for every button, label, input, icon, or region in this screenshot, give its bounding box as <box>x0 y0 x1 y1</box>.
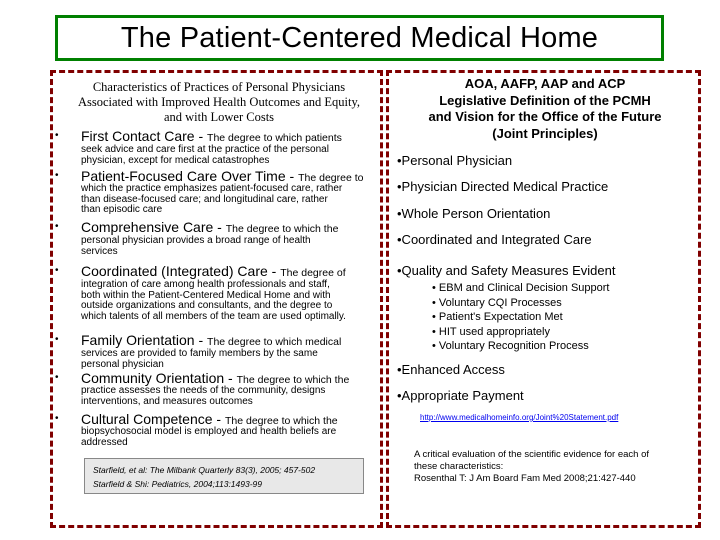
principle-item: •Appropriate Payment <box>397 388 524 403</box>
item-first-line: The degree to which the <box>224 415 338 427</box>
evaluation-note <box>414 449 664 485</box>
bullet: • <box>55 413 59 424</box>
item-name: Community Orientation <box>81 370 225 386</box>
quality-subitem: • HIT used appropriately <box>432 325 550 338</box>
principle-item: •Personal Physician <box>397 153 513 168</box>
right-heading-line: AOA, AAFP, AAP and ACP <box>464 76 626 91</box>
item-body-line: services are provided to family members by the same <box>81 348 318 359</box>
principle-item: •Physician Directed Medical Practice <box>397 179 609 194</box>
bullet: • <box>55 372 59 383</box>
right-heading-line: (Joint Principles) <box>492 125 598 141</box>
item-body-line: personal physician <box>81 358 164 370</box>
citation-line: Starfield, et al: The Milbank Quarterly 83(3), 2005; 457-502 <box>93 465 316 475</box>
principle-item: •Quality and Safety Measures Evident <box>397 263 616 278</box>
quality-subitem: • EBM and Clinical Decision Support <box>432 282 610 294</box>
bullet: • <box>55 334 59 345</box>
item-body-line: physician, except for medical catastrophes <box>81 154 270 166</box>
evaluation-line: Rosenthal T: J Am Board Fam Med 2008;21:427-440 <box>414 473 636 484</box>
item-first-line: The degree of <box>280 267 346 279</box>
left-heading-line: Associated with Improved Health Outcomes and Equity, <box>77 95 361 109</box>
item-body-line: than episodic care <box>81 204 163 216</box>
item-name: Family Orientation <box>81 332 195 348</box>
title-box <box>55 15 664 61</box>
item-dash: - <box>224 370 237 386</box>
item-body-line: services <box>81 245 118 257</box>
quality-subitem: • Patient's Expectation Met <box>432 311 563 323</box>
item-dash: - <box>194 128 208 144</box>
bullet: • <box>55 170 59 181</box>
citation-box <box>84 458 364 494</box>
item-first-line: The degree to which patients <box>207 132 342 144</box>
right-heading-line: and Vision for the Office of the Future <box>428 109 662 124</box>
item-body-line: addressed <box>81 436 128 448</box>
left-heading <box>62 80 376 125</box>
bullet: • <box>55 265 59 276</box>
item-name: Comprehensive Care <box>81 219 214 235</box>
principle-item: •Whole Person Orientation <box>397 206 551 221</box>
item-body-line: which talents of all members of the team are used optimally. <box>81 310 346 322</box>
quality-subitems <box>432 281 610 354</box>
item-body-line: which the practice emphasizes patient-focused care, rather <box>81 183 343 194</box>
item-name: Patient-Focused Care Over Time <box>81 168 286 184</box>
quality-subitem: • Voluntary Recognition Process <box>432 340 589 352</box>
left-heading-line: Characteristics of Practices of Personal Physicians <box>92 80 346 94</box>
evaluation-line: A critical evaluation of the scientific evidence for each of <box>414 449 649 460</box>
item-name: Cultural Competence <box>81 411 213 427</box>
item-dash: - <box>285 168 299 184</box>
right-heading <box>400 76 690 142</box>
bullet: • <box>55 130 59 141</box>
left-heading-line: and with Lower Costs <box>163 110 275 124</box>
citation-line: Starfield & Shi: Pediatrics, 2004;113:1493-99 <box>93 479 263 489</box>
item-body-line: outside organizations and consultants, and the degree to <box>81 300 333 312</box>
item-body-line: biopsychosocial model is employed and health beliefs are <box>81 426 337 437</box>
item-body-line: than disease-focused care; and longitudinal care, rather <box>81 193 328 205</box>
item-name: Coordinated (Integrated) Care <box>81 263 268 279</box>
quality-subitem: • Voluntary CQI Processes <box>432 296 562 309</box>
joint-statement-link[interactable]: http://www.medicalhomeinfo.org/Joint%20Statement.pdf <box>420 413 619 422</box>
page-title: The Patient-Centered Medical Home <box>120 21 599 54</box>
item-body-line: practice assesses the needs of the community, designs <box>81 385 326 396</box>
item-first-line: The degree to which medical <box>207 336 342 348</box>
evaluation-line: these characteristics: <box>414 461 504 472</box>
item-body-line: both within the Patient-Centered Medical Home and with <box>81 289 331 301</box>
bullet: • <box>55 221 59 232</box>
item-dash: - <box>212 411 225 427</box>
right-heading-line: Legislative Definition of the PCMH <box>439 92 651 108</box>
item-first-line: The degree to which the <box>225 223 339 235</box>
principle-item: •Coordinated and Integrated Care <box>397 232 592 247</box>
item-dash: - <box>213 219 226 235</box>
item-first-line: The degree to which the <box>236 374 350 386</box>
item-body-line: interventions, and measures outcomes <box>81 395 253 407</box>
item-body-line: seek advice and care first at the practice of the personal <box>81 144 329 155</box>
item-first-line: The degree to <box>298 172 364 184</box>
item-body-line: personal physician provides a broad range of health <box>81 235 311 246</box>
principle-item: •Enhanced Access <box>397 362 505 377</box>
item-dash: - <box>194 332 208 348</box>
item-name: First Contact Care <box>81 128 195 144</box>
item-dash: - <box>267 263 281 279</box>
item-body-line: integration of care among health professionals and staff, <box>81 279 330 290</box>
